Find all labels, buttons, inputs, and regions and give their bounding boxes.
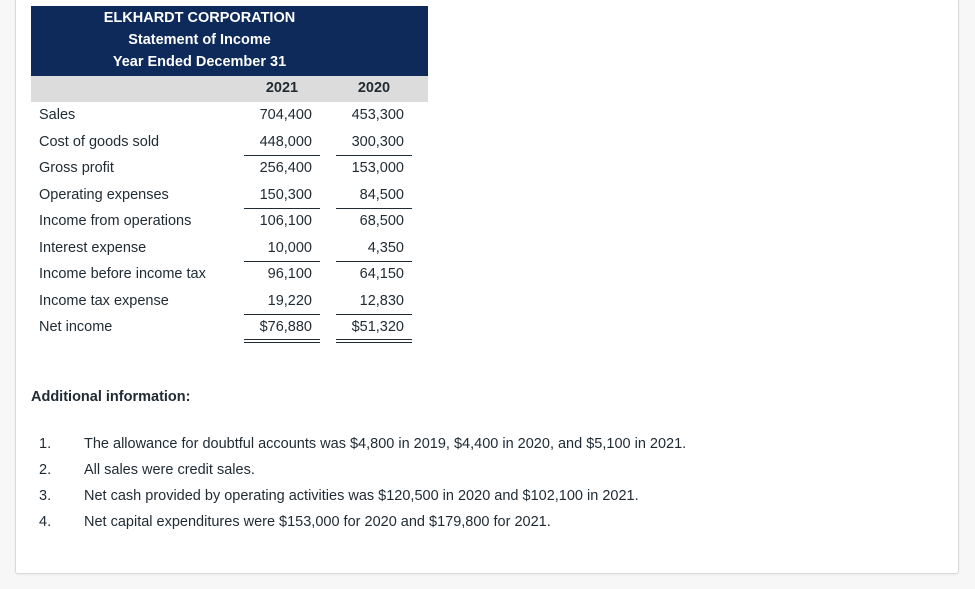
note-text: The allowance for doubtful accounts was $4,800 in 2019, $4,400 in 2020, and $5,100 in 2021. [84, 436, 687, 452]
year-2021-header: 2021 [265, 80, 299, 96]
company-name: ELKHARDT CORPORATION [103, 10, 296, 26]
double-underline [336, 339, 412, 343]
row-label: Gross profit [39, 160, 114, 176]
row-income-tax-expense [31, 288, 428, 315]
note-text: All sales were credit sales. [84, 462, 255, 478]
double-underline [244, 339, 320, 343]
row-gross-profit [31, 155, 428, 182]
list-item [31, 434, 931, 460]
value-2020: 12,830 [359, 292, 404, 309]
statement-period: Year Ended December 31 [112, 54, 287, 70]
year-header-row [31, 76, 428, 102]
value-2021: 106,100 [259, 213, 312, 229]
row-label: Income before income tax [39, 266, 206, 282]
row-interest-expense [31, 235, 428, 262]
note-text: Net cash provided by operating activities was $120,500 in 2020 and $102,100 in 2021. [84, 488, 639, 504]
value-2020: 68,500 [359, 213, 404, 229]
value-2020: 300,300 [351, 133, 404, 150]
row-label: Cost of goods sold [39, 133, 160, 150]
value-2021: 448,000 [259, 133, 312, 150]
row-label: Sales [39, 107, 76, 123]
additional-info-title: Additional information: [31, 389, 191, 405]
list-item [31, 512, 931, 538]
row-label: Interest expense [39, 239, 147, 256]
row-label: Operating expenses [39, 186, 169, 203]
row-sales [31, 102, 428, 129]
list-item [31, 486, 931, 512]
value-2021: 256,400 [259, 160, 312, 176]
additional-notes-list [31, 434, 931, 538]
statement-header [31, 6, 428, 76]
value-2021: 704,400 [259, 107, 312, 123]
value-2020: 453,300 [351, 107, 404, 123]
note-text: Net capital expenditures were $153,000 for 2020 and $179,800 for 2021. [84, 514, 551, 530]
row-label: Income from operations [39, 213, 192, 229]
row-income-before-tax [31, 261, 428, 288]
row-net-income [31, 314, 428, 341]
value-2020: 84,500 [359, 186, 404, 203]
value-2020: 4,350 [367, 239, 404, 256]
income-statement [31, 6, 428, 341]
list-item [31, 460, 931, 486]
value-2021: 19,220 [267, 292, 312, 309]
note-number: 3. [39, 488, 52, 504]
year-2020-header: 2020 [357, 80, 391, 96]
value-2020: 153,000 [351, 160, 404, 176]
row-label: Net income [39, 319, 113, 335]
note-number: 1. [39, 436, 52, 452]
value-2021: 96,100 [267, 266, 312, 282]
row-label: Income tax expense [39, 292, 169, 309]
value-2021: $76,880 [259, 319, 312, 335]
row-operating-expenses [31, 182, 428, 209]
value-2021: 10,000 [267, 239, 312, 256]
note-number: 4. [39, 514, 52, 530]
value-2020: 64,150 [359, 266, 404, 282]
value-2021: 150,300 [259, 186, 312, 203]
note-number: 2. [39, 462, 52, 478]
row-cogs [31, 129, 428, 156]
statement-title: Statement of Income [128, 32, 271, 48]
row-income-from-operations [31, 208, 428, 235]
value-2020: $51,320 [351, 319, 404, 335]
